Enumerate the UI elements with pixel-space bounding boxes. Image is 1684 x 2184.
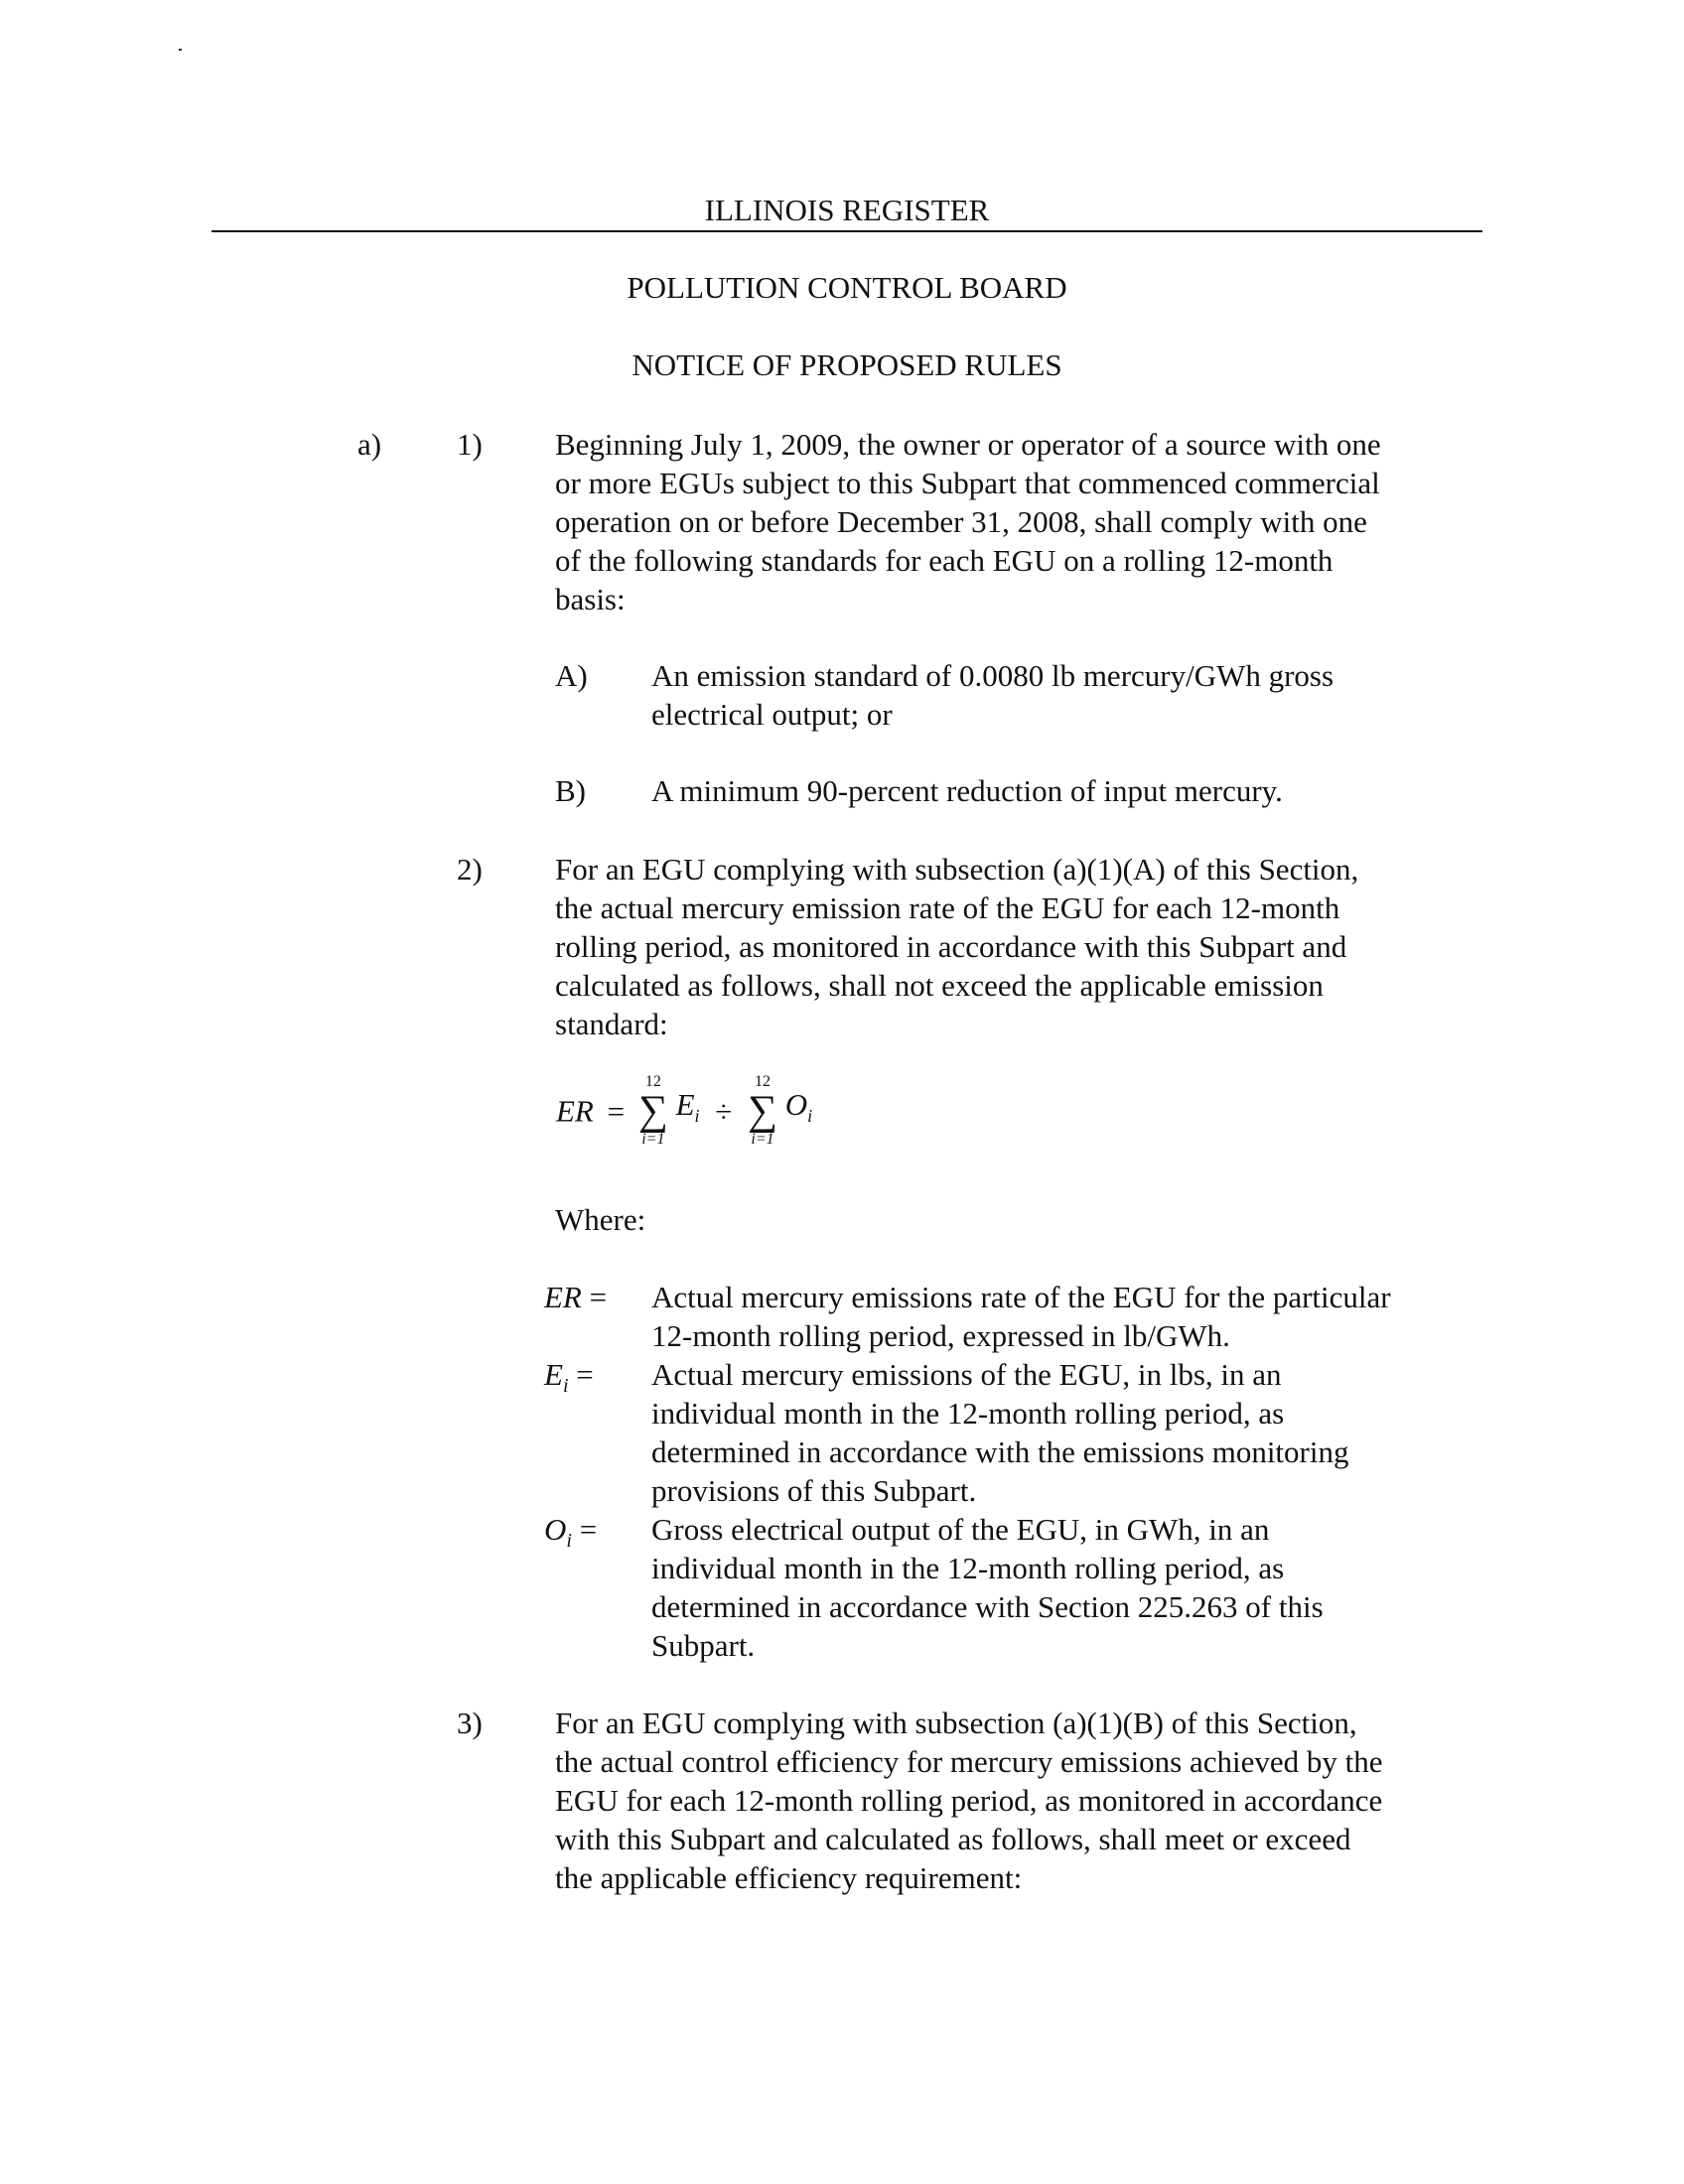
sum-lower: i=1 <box>641 1131 665 1148</box>
sum-lower: i=1 <box>751 1131 774 1148</box>
term-equals: = <box>581 1280 608 1314</box>
header-rule <box>211 230 1482 232</box>
scan-speck <box>179 49 182 51</box>
definition-line: Actual mercury emissions rate of the EGU for the particular <box>651 1280 1391 1314</box>
label-1: 1) <box>457 427 483 462</box>
definition-line: 12-month rolling period, expressed in lb/GWh. <box>651 1318 1230 1353</box>
paragraph-1-line: operation on or before December 31, 2008, shall comply with one <box>555 504 1367 539</box>
paragraph-2 <box>555 850 1508 1043</box>
definition-term-oi <box>544 1510 643 1561</box>
definition-line: individual month in the 12-month rolling period, as <box>651 1396 1285 1431</box>
paragraph-3-line: the applicable efficiency requirement: <box>555 1860 1023 1895</box>
sum-upper: 12 <box>755 1073 771 1090</box>
paragraph-1-line: basis: <box>555 582 626 616</box>
where-label: Where: <box>555 1202 646 1237</box>
definition-line: Subpart. <box>651 1628 756 1663</box>
paragraph-3-line: the actual control efficiency for mercury emissions achieved by the <box>555 1744 1383 1779</box>
term-subscript: i <box>566 1530 572 1553</box>
sigma-symbol: ∑ <box>637 1088 668 1134</box>
term-o-subscript: i <box>807 1106 813 1127</box>
paragraph-1-line: of the following standards for each EGU on a rolling 12-month <box>555 543 1333 578</box>
paragraph-A <box>651 656 1505 734</box>
formula-er <box>556 1074 812 1154</box>
sigma-symbol: ∑ <box>748 1088 777 1134</box>
term-symbol: E <box>544 1357 563 1392</box>
formula-term-o <box>784 1087 813 1127</box>
paragraph-2-line: rolling period, as monitored in accordance with this Subpart and <box>555 929 1347 964</box>
board-title: POLLUTION CONTROL BOARD <box>627 270 1067 305</box>
term-o-symbol: O <box>784 1087 808 1123</box>
paragraph-1-line: Beginning July 1, 2009, the owner or operator of a source with one <box>555 427 1381 462</box>
label-2: 2) <box>457 852 483 887</box>
term-subscript: i <box>562 1375 569 1398</box>
definition-line: Gross electrical output of the EGU, in GWh, in an <box>651 1512 1270 1547</box>
paragraph-1-line: or more EGUs subject to this Subpart that commenced commercial <box>555 466 1380 500</box>
definition-line: individual month in the 12-month rolling period, as <box>651 1551 1285 1585</box>
definition-line: Actual mercury emissions of the EGU, in lbs, in an <box>651 1357 1282 1392</box>
label-a: a) <box>357 427 382 462</box>
definition-term-ei <box>544 1355 643 1406</box>
page-header: ILLINOIS REGISTER <box>704 193 990 227</box>
definition-line: determined in accordance with Section 225.263 of this <box>651 1589 1324 1624</box>
definition-line: determined in accordance with the emissions monitoring <box>651 1434 1349 1469</box>
definition-text-ei <box>651 1355 1446 1510</box>
paragraph-2-line: calculated as follows, shall not exceed the applicable emission <box>555 968 1324 1003</box>
notice-title: NOTICE OF PROPOSED RULES <box>632 347 1062 382</box>
paragraph-A-line: electrical output; or <box>651 697 893 732</box>
paragraph-3-line: EGU for each 12-month rolling period, as monitored in accordance <box>555 1783 1383 1818</box>
summation-2 <box>748 1074 777 1148</box>
definition-term-er <box>544 1278 643 1316</box>
paragraph-1 <box>555 425 1508 618</box>
label-A: A) <box>555 658 588 693</box>
sum-upper: 12 <box>644 1073 661 1090</box>
term-e-subscript: i <box>694 1106 700 1127</box>
paragraph-3-line: with this Subpart and calculated as follows, shall meet or exceed <box>555 1822 1351 1856</box>
term-symbol: ER <box>544 1280 582 1314</box>
term-symbol: O <box>544 1512 567 1547</box>
formula-equals: = <box>607 1093 626 1129</box>
term-equals: = <box>568 1357 594 1392</box>
summation-1 <box>638 1074 668 1148</box>
paragraph-3 <box>555 1704 1508 1897</box>
label-3: 3) <box>457 1706 483 1740</box>
formula-divide: ÷ <box>715 1093 733 1129</box>
term-equals: = <box>571 1512 598 1547</box>
paragraph-B: A minimum 90-percent reduction of input mercury. <box>651 773 1283 808</box>
paragraph-3-line: For an EGU complying with subsection (a)(1)(B) of this Section, <box>555 1706 1357 1740</box>
label-B: B) <box>555 773 586 808</box>
formula-lhs: ER <box>556 1093 594 1129</box>
paragraph-2-line: For an EGU complying with subsection (a)(1)(A) of this Section, <box>555 852 1359 887</box>
definition-line: provisions of this Subpart. <box>651 1473 977 1508</box>
paragraph-2-line: standard: <box>555 1007 668 1041</box>
definition-text-oi <box>651 1510 1446 1665</box>
definition-text-er <box>651 1278 1446 1355</box>
paragraph-A-line: An emission standard of 0.0080 lb mercury/GWh gross <box>651 658 1334 693</box>
formula-term-e <box>675 1087 700 1127</box>
term-e-symbol: E <box>675 1087 695 1123</box>
paragraph-2-line: the actual mercury emission rate of the EGU for each 12-month <box>555 890 1340 925</box>
